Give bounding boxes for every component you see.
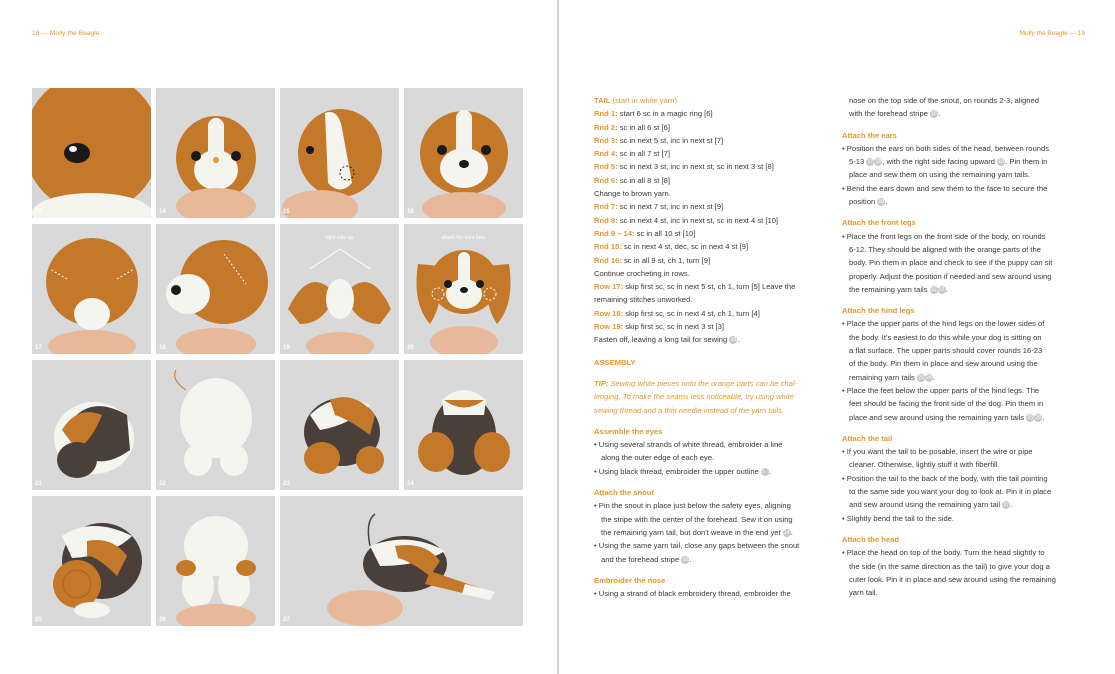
tip-line: TIP: Sewing white pieces onto the orange parts can be chal- — [594, 378, 798, 388]
pattern-row: Rnd 15: sc in next 4 st, dec, sc in next 4 st [9] — [594, 242, 749, 252]
pattern-row: Rnd 1: start 6 sc in a magic ring [6] — [594, 109, 713, 119]
tail-heading: TAIL — [594, 96, 611, 105]
photo-ref-icon: 15 — [682, 556, 689, 563]
pattern-row: Row 18: skip first sc, sc in next 4 st, ch 1, turn [4] — [594, 308, 760, 318]
ears-heading: Attach the ears — [842, 130, 897, 140]
photo-ref-icon: 14 — [783, 529, 790, 536]
photo-ref-icon: 16 — [931, 111, 937, 118]
pattern-row: Rnd 9 – 14: sc in all 10 st [10] — [594, 228, 696, 238]
photo-ref-icon: 20 — [878, 199, 885, 206]
assembly-heading: ASSEMBLY — [594, 357, 636, 367]
pattern-row: Rnd 8: sc in next 4 st, inc in next st, sc in next 4 st [10] — [594, 215, 779, 225]
photo-ref-icon: 19 — [998, 159, 1004, 166]
photo-number: 15 — [283, 209, 290, 215]
photo-14 — [156, 88, 275, 218]
photo-ref-icon: 21 — [930, 286, 937, 293]
pattern-row: Rnd 6: sc in all 8 st [8] — [594, 175, 670, 185]
photo-17 — [32, 224, 151, 354]
tail-note: (start in white yarn) — [612, 96, 678, 105]
photo-ref-icon: 26 — [1035, 414, 1042, 421]
fasten-note: Fasten off, leaving a long tail for sewing 13. — [594, 335, 740, 345]
photo-number: 13 — [35, 209, 42, 215]
photo-number: 25 — [35, 617, 42, 623]
tail-attach-heading: Attach the tail — [842, 433, 893, 443]
photo-ref-icon: 17 — [867, 159, 874, 166]
photo-21 — [32, 360, 151, 490]
pattern-row: Rnd 16: sc in all 9 st, ch 1, turn [9] — [594, 255, 711, 265]
photo-number: 26 — [159, 617, 166, 623]
photo-22 — [156, 360, 275, 490]
photo-16 — [404, 88, 523, 218]
photo-19 — [280, 224, 399, 354]
photo-number: 16 — [407, 209, 414, 215]
photo-ref-icon: 22 — [938, 286, 945, 293]
photo-18 — [156, 224, 275, 354]
pattern-row: Rnd 5: sc in next 3 st, inc in next st, sc in next 3 st [8] — [594, 162, 774, 172]
photo-ref-icon: 25 — [1027, 414, 1034, 421]
instructions-column-left: TAIL (start in white yarn) Rnd 1: start 6 sc in a magic ring [6] Rnd 2: sc in all 6 st [6] Rnd 3: sc in next 5 st, inc in next st [7] Rnd 4: sc in all 7 st [7] Rnd 5: sc in next 3 st, inc in next st, sc in next 3 st [8] Rnd 6: sc in all 8 st [8] Change to brown yarn. Rnd 7: sc in next 7 st, inc in next st [9] Rnd 8: sc in next 4 st, inc in next st, sc in next 4 st [10] Rnd 9 – 14: sc in all 10 st [10] Rnd 15: sc in next 4 st, dec, sc in next 4 st [9] Rnd 16: sc in all 9 st, ch 1, turn [9] Continue crocheting in rows. Row 17: skip first sc, sc in next 5 st, ch 1, turn [5] Leave the remaining stitches unworked. Row 18: skip first sc, sc in next 4 st, ch 1, turn [4] Row 19: skip first sc, sc in next 3 st [3] Fasten off, leaving a long tail for sewing 13. ASSEMBLY TIP: Sewing white pieces onto the orange parts can be chal- lenging. To make the seams less noticeable, try using white sewing thread and a thin needle instead of the yarn tails. Assemble the eyes • Using several strands of white thread, embroider a line along the outer edge of each eye. • Using black thread, embroider the upper outline 13 . Attach the snout • Pin the snout in place just below the safety eyes, aligning the stripe with the center of the forehead. Sew it on using the remaining yarn tail, but don't weave in the end yet 14. • Using the same yarn tail, close any gaps between the snout and the forehead stripe 15. Embroider the nose • Using a strand of black embroidery thread, embroider the — [594, 94, 829, 600]
pattern-row: Rnd 2: sc in all 6 st [6] — [594, 122, 670, 132]
continue-note: Continue crocheting in rows. — [594, 268, 690, 278]
photo-ref-icon: 23 — [918, 374, 924, 381]
photo-number: 21 — [35, 481, 42, 487]
color-change-note: Change to brown yarn. — [594, 189, 671, 199]
photo-26 — [156, 496, 275, 626]
front-legs-heading: Attach the front legs — [842, 218, 916, 228]
photo-annotation: right side up — [325, 235, 354, 241]
photo-24 — [404, 360, 523, 490]
photo-ref-icon: 24 — [926, 374, 932, 381]
photo-27 — [280, 496, 523, 626]
photo-number: 19 — [283, 345, 290, 351]
photo-number: 22 — [159, 481, 166, 487]
photo-number: 23 — [283, 481, 290, 487]
photo-ref-icon: 13 — [730, 337, 737, 344]
photo-15 — [280, 88, 399, 218]
instructions-column-right: nose on the top side of the snout, on rounds 2-3, aligned with the forehead stripe 16. Attach the ears • Position the ears on both sides of the head, between rounds 5-13 17 18, with the right side facing upward 19. Pin them in place and sew them on using the remaining yarn tails. • Bend the ears down and sew them to the face to secure the position 20. Attach the front legs • Place the front legs on the front side of the body, on rounds 6-12. They should be aligned with the orange parts of the body. Pin them in place and check to see if the puppy can sit properly. Adjust the position if needed and sew around using the remaining yarn tails 21 22. Attach the hind legs • Place the upper parts of the hind legs on the lower sides of the body. It's easiest to do this while your dog is sitting on a flat surface. The upper parts should cover rounds 16-23 of the body. Pin them in place and sew around using the remaining yarn tails 23 24. • Place the feet below the upper parts of the hind legs. The feet should be facing the front side of the dog. Pin them in place and sew around using the remaining yarn tails 25 26. Attach the tail • If you want the tail to be posable, insert the wire or pipe cleaner. Otherwise, lightly stuff it with fiberfill. • Position the tail to the back of the body, with the tail pointing to the same side you want your dog to look at. Pin it in place and sew around using the remaining yarn tail 27. • Slightly bend the tail to the side. Attach the head • Place the head on top of the body. Turn the head slightly to the side (in the same direction as the tail) to give your dog a cuter look. Pin it in place and sew around using the remaining yarn tail. — [842, 94, 1084, 599]
eyes-heading: Assemble the eyes — [594, 426, 663, 436]
photo-number: 20 — [407, 345, 414, 351]
photo-grid — [32, 88, 524, 632]
tail-heading-line — [594, 94, 829, 107]
photo-ref-icon: 13 — [761, 468, 769, 476]
nose-heading: Embroider the nose — [594, 575, 666, 585]
photo-annotation: attach the ears here — [441, 235, 486, 241]
photo-20 — [404, 224, 523, 354]
photo-number: 27 — [283, 617, 290, 623]
pattern-row: Row 17: skip first sc, sc in next 5 st, ch 1, turn [5] Leave the — [594, 282, 796, 292]
hind-legs-heading: Attach the hind legs — [842, 306, 915, 316]
photo-ref-icon: 27 — [1003, 502, 1010, 509]
photo-number: 14 — [159, 209, 166, 215]
pattern-row: Rnd 7: sc in next 7 st, inc in next st [9] — [594, 202, 724, 212]
photo-25 — [32, 496, 151, 626]
photo-13 — [32, 88, 151, 218]
photo-23 — [280, 360, 399, 490]
photo-ref-icon: 18 — [875, 159, 882, 166]
pattern-row: Row 19: skip first sc, sc in next 3 st [3] — [594, 322, 724, 332]
photo-number: 24 — [407, 481, 414, 487]
snout-heading: Attach the snout — [594, 488, 654, 498]
pattern-row: Rnd 4: sc in all 7 st [7] — [594, 149, 670, 159]
left-page-header: 18 — Molly the Beagle — [32, 30, 100, 37]
right-page-header: Molly the Beagle — 19 — [1019, 30, 1085, 37]
page-gutter — [557, 0, 559, 674]
photo-number: 17 — [35, 345, 42, 351]
head-heading: Attach the head — [842, 534, 899, 544]
photo-number: 18 — [159, 345, 166, 351]
pattern-row: Rnd 3: sc in next 5 st, inc in next st [7] — [594, 135, 724, 145]
